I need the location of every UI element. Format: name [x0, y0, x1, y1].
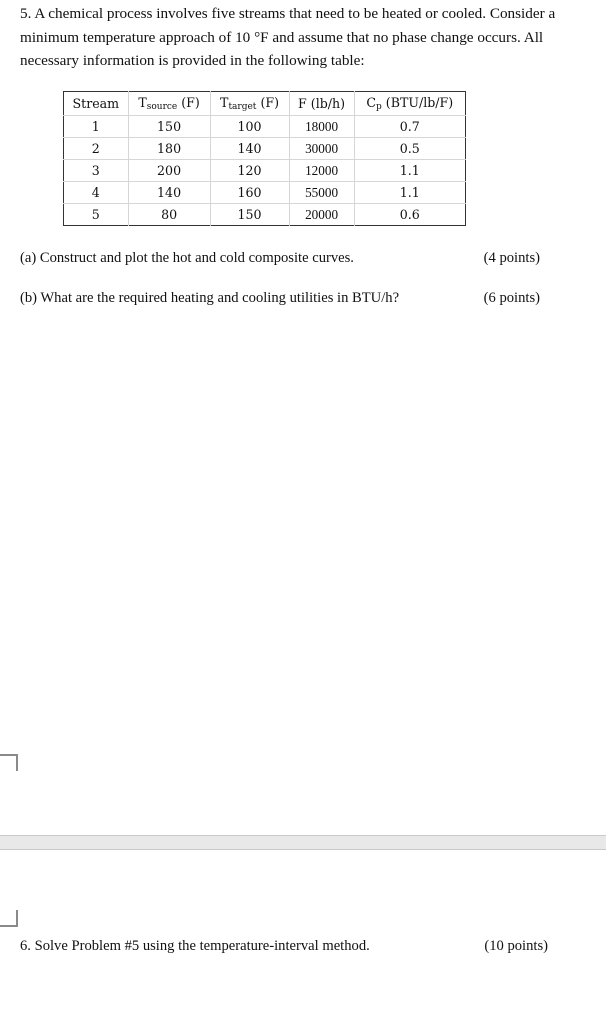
header-t-source-subscript: source [146, 102, 178, 112]
page-corner-mark-top [0, 754, 18, 771]
stream-number-cell: 3 [64, 160, 129, 182]
stream-number-cell: 4 [64, 182, 129, 204]
t-target-cell: 150 [210, 204, 289, 226]
table-row [64, 116, 466, 138]
cp-cell: 1.1 [354, 182, 465, 204]
flow-cell: 18000 [289, 116, 354, 138]
stream-number-cell: 2 [64, 138, 129, 160]
cp-cell: 0.7 [354, 116, 465, 138]
flow-cell: 12000 [289, 160, 354, 182]
flow-cell: 30000 [289, 138, 354, 160]
part-b-points: (6 points) [483, 290, 540, 306]
table-header-row [64, 92, 466, 116]
cp-cell: 0.5 [354, 138, 465, 160]
t-target-cell: 120 [210, 160, 289, 182]
t-target-cell: 100 [210, 116, 289, 138]
header-t-source-unit: (F) [177, 95, 200, 110]
header-t-target-unit: (F) [256, 95, 280, 110]
table-row [64, 182, 466, 204]
stream-data-table [63, 91, 466, 226]
header-cp-symbol: C [366, 95, 377, 110]
t-target-cell: 160 [210, 182, 289, 204]
part-a-question [20, 250, 560, 267]
header-t-target-subscript: target [228, 102, 257, 112]
part-b-text: (b) What are the required heating and cooling utilities in BTU/h? [20, 290, 400, 306]
part-b-question [20, 290, 560, 307]
flow-cell: 20000 [289, 204, 354, 226]
header-flow [289, 92, 354, 116]
table-row [64, 204, 466, 226]
header-flow-label: F (lb/h) [298, 96, 346, 111]
part-a-points: (4 points) [483, 250, 540, 266]
header-stream [64, 92, 129, 116]
problem-6-text: 6. Solve Problem #5 using the temperature-interval method. [20, 938, 370, 954]
page-break-divider [0, 835, 606, 850]
cp-cell: 1.1 [354, 160, 465, 182]
t-source-cell: 150 [128, 116, 210, 138]
problem-6-statement [20, 938, 588, 955]
header-t-source-symbol: T [138, 95, 147, 110]
cp-cell: 0.6 [354, 204, 465, 226]
problem-6-points: (10 points) [484, 938, 548, 954]
header-cp [354, 92, 465, 116]
header-t-target [210, 92, 289, 116]
t-source-cell: 80 [128, 204, 210, 226]
t-source-cell: 180 [128, 138, 210, 160]
table-row [64, 160, 466, 182]
header-t-source [128, 92, 210, 116]
header-cp-subscript: p [376, 102, 382, 112]
page-corner-mark-bottom [0, 910, 18, 927]
t-source-cell: 140 [128, 182, 210, 204]
stream-number-cell: 1 [64, 116, 129, 138]
table-row [64, 138, 466, 160]
t-source-cell: 200 [128, 160, 210, 182]
header-cp-unit: (BTU/lb/F) [381, 95, 454, 110]
header-stream-label: Stream [72, 96, 120, 111]
stream-number-cell: 5 [91, 207, 100, 222]
part-a-text: (a) Construct and plot the hot and cold composite curves. [20, 250, 354, 266]
flow-cell: 55000 [289, 182, 354, 204]
t-target-cell: 140 [210, 138, 289, 160]
header-t-target-symbol: T [220, 95, 229, 110]
problem-5-statement: 5. A chemical process involves five streams that need to be heated or cooled. Consider a minimum temperature approach of 10 °F and assume that no phase change occurs. All necessary information is provided in the following table: [20, 5, 556, 69]
